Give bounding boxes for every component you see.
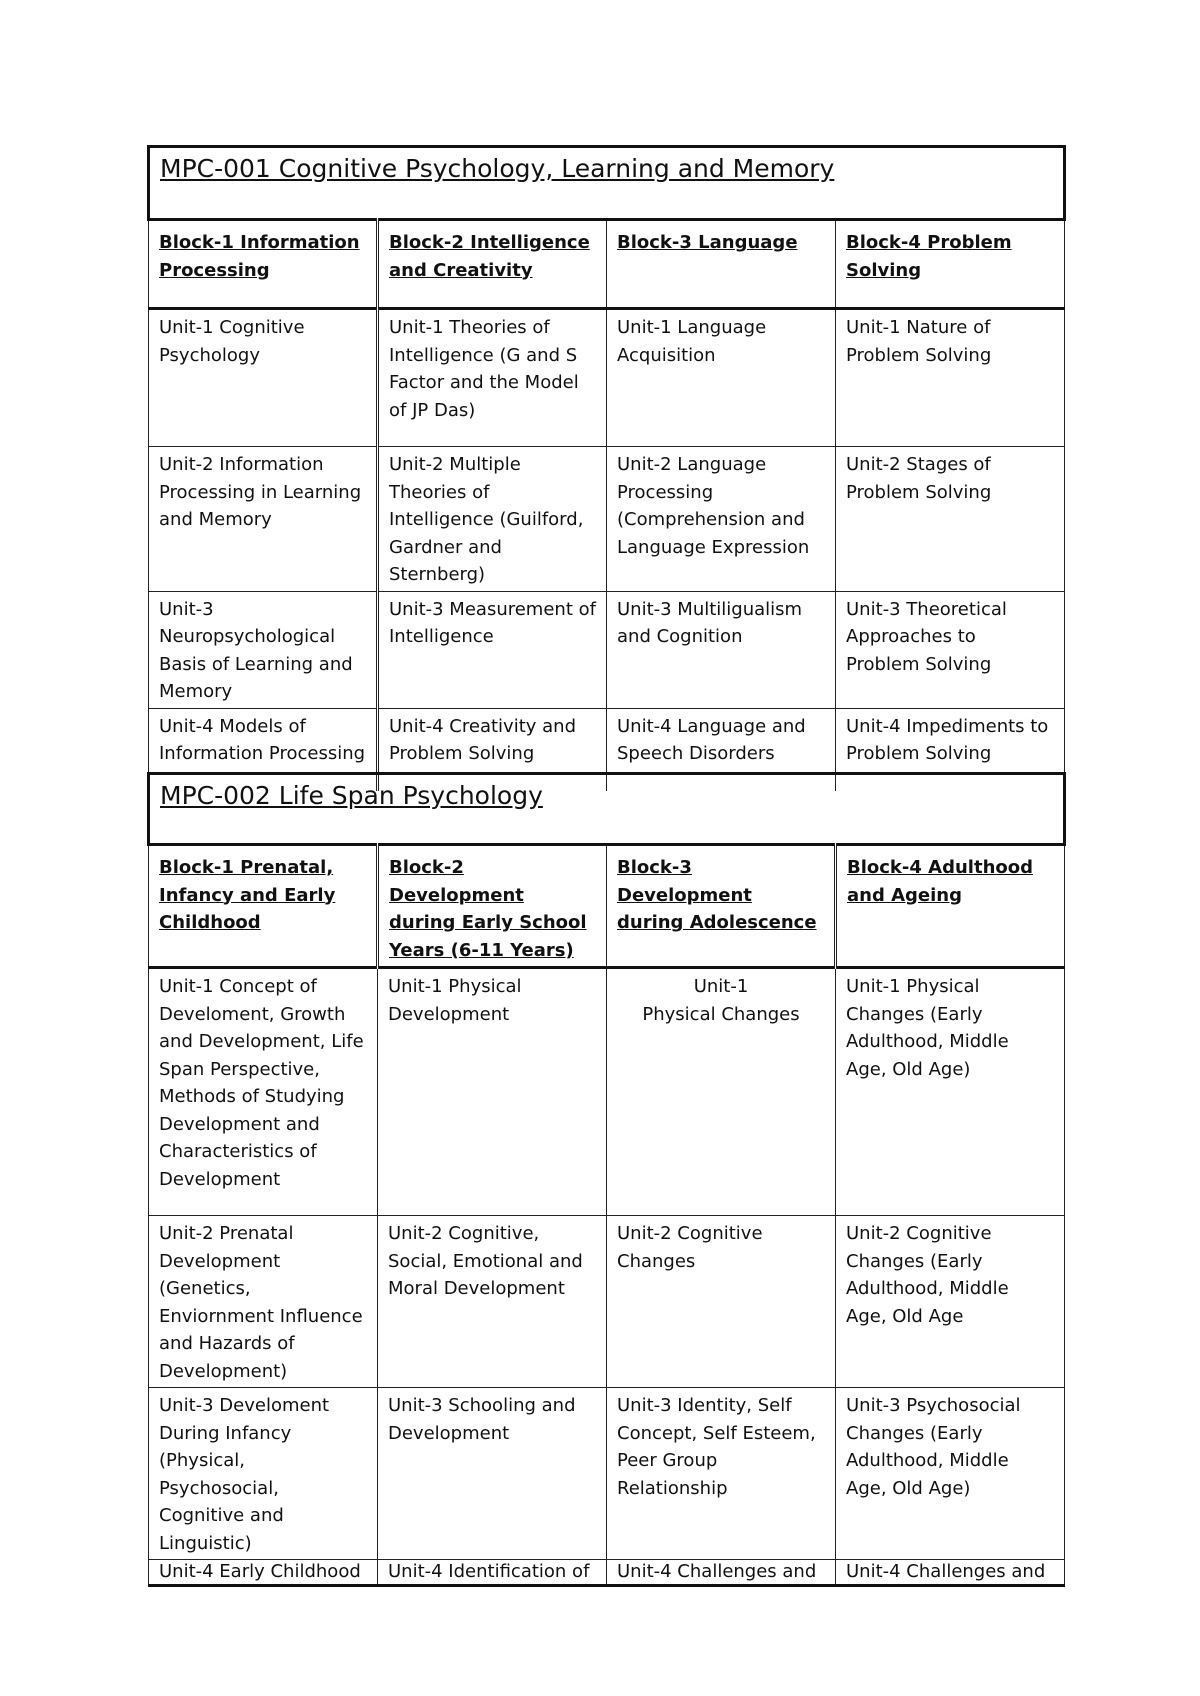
unit-cell: Unit-2 Stages of Problem Solving [836, 447, 1065, 592]
table-row [149, 447, 1065, 592]
course-title: MPC-002 Life Span Psychology [149, 774, 1065, 845]
block-header: Block-4 Problem Solving [836, 220, 1065, 309]
unit-cell: Unit-4 Language and Speech Disorders [607, 708, 836, 791]
unit-cell: Unit-3 Identity, Self Concept, Self Esteem, Peer Group Relationship [607, 1388, 836, 1560]
unit-cell: Unit-1 Theories of Intelligence (G and S Factor and the Model of JP Das) [378, 309, 607, 447]
unit-cell: Unit-3 Multiligualism and Cognition [607, 591, 836, 708]
course-table-mpc-002 [147, 772, 1066, 1587]
unit-cell: Unit-2 Cognitive Changes [607, 1216, 836, 1388]
table-row [149, 1560, 1065, 1586]
unit-cell: Unit-4 Impediments to Problem Solving [836, 708, 1065, 791]
unit-cell: Unit-4 Challenges and [607, 1560, 836, 1586]
block-header: Block-1 Prenatal, Infancy and Early Childhood [149, 845, 378, 968]
unit-cell: Unit-3 Psychosocial Changes (Early Adulthood, Middle Age, Old Age) [836, 1388, 1065, 1560]
unit-cell: Unit-2 Multiple Theories of Intelligence (Guilford, Gardner and Sternberg) [378, 447, 607, 592]
unit-cell: Unit-4 Creativity and Problem Solving [378, 708, 607, 791]
unit-cell: Unit-3 Theoretical Approaches to Problem Solving [836, 591, 1065, 708]
unit-cell: Unit-3 Neuropsychological Basis of Learning and Memory [149, 591, 378, 708]
unit-cell: Unit-1 Physical Changes (Early Adulthood, Middle Age, Old Age) [836, 968, 1065, 1216]
table-row [149, 309, 1065, 447]
unit-cell: Unit-2 Information Processing in Learning and Memory [149, 447, 378, 592]
unit-cell: Unit-3 Measurement of Intelligence [378, 591, 607, 708]
unit-cell: Unit-2 Language Processing (Comprehension and Language Expression [607, 447, 836, 592]
unit-cell: Unit-1 Language Acquisition [607, 309, 836, 447]
unit-cell: Unit-2 Cognitive, Social, Emotional and Moral Development [378, 1216, 607, 1388]
unit-cell: Unit-4 Early Childhood [149, 1560, 378, 1586]
unit-cell: Unit-2 Prenatal Development (Genetics, Enviornment Influence and Hazards of Development) [149, 1216, 378, 1388]
table-row [149, 1216, 1065, 1388]
block-header: Block-4 Adulthood and Ageing [836, 845, 1065, 968]
unit-cell: Unit-1 Concept of Develoment, Growth and Development, Life Span Perspective, Methods of Studying Development and Characteristics of Development [149, 968, 378, 1216]
unit-cell: Unit-1 Physical Changes [607, 968, 836, 1216]
unit-cell: Unit-4 Models of Information Processing [149, 708, 378, 791]
unit-cell: Unit-2 Cognitive Changes (Early Adulthood, Middle Age, Old Age [836, 1216, 1065, 1388]
block-header: Block-2 Intelligence and Creativity [378, 220, 607, 309]
unit-cell: Unit-1 Nature of Problem Solving [836, 309, 1065, 447]
course-title: MPC-001 Cognitive Psychology, Learning and Memory [149, 147, 1065, 220]
table-row [149, 1388, 1065, 1560]
unit-cell: Unit-3 Develoment During Infancy (Physical, Psychosocial, Cognitive and Linguistic) [149, 1388, 378, 1560]
block-header: Block-2 Development during Early School Years (6-11 Years) [378, 845, 607, 968]
table-row [149, 968, 1065, 1216]
block-header: Block-3 Language [607, 220, 836, 309]
unit-cell: Unit-3 Schooling and Development [378, 1388, 607, 1560]
unit-cell: Unit-4 Challenges and [836, 1560, 1065, 1586]
block-header: Block-1 Information Processing [149, 220, 378, 309]
unit-cell: Unit-4 Identification of [378, 1560, 607, 1586]
table-row [149, 591, 1065, 708]
unit-cell: Unit-1 Physical Development [378, 968, 607, 1216]
course-table-mpc-001 [147, 145, 1066, 791]
unit-cell: Unit-1 Cognitive Psychology [149, 309, 378, 447]
block-header: Block-3 Development during Adolescence [607, 845, 836, 968]
